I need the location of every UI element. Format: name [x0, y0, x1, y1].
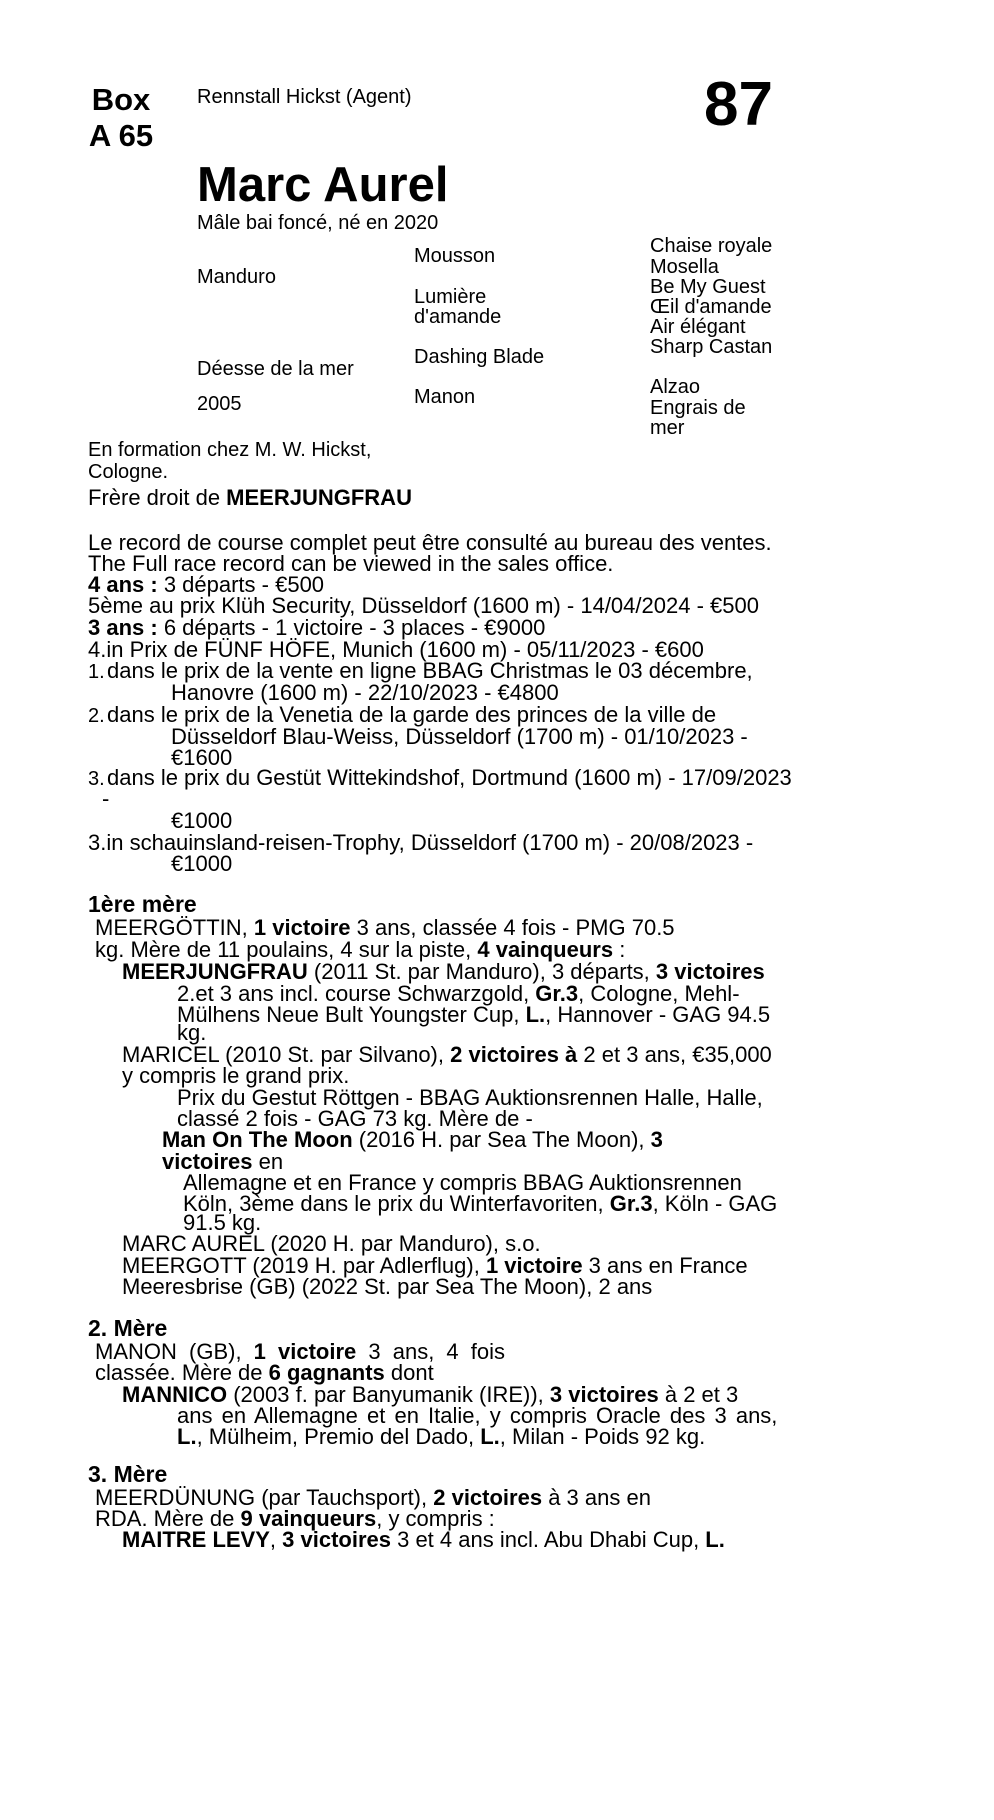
race-3-line-1: dans le prix de la Venetia de la garde des princes de la ville de	[107, 702, 717, 727]
race-3-num: 2.	[88, 705, 105, 727]
t: RDA. Mère de	[95, 1506, 241, 1531]
t: 2.et 3 ans incl. course Schwarzgold,	[177, 981, 536, 1006]
pedigree-gen3-1: Chaise royale	[650, 235, 773, 257]
t: MEERJUNGFRAU	[122, 959, 308, 984]
race-3-line-3: €1600	[171, 745, 233, 770]
consignor: Rennstall Hickst (Agent)	[197, 86, 412, 108]
offspring-maricel-l2: y compris le grand prix.	[122, 1063, 350, 1088]
lot-number: 87	[704, 70, 773, 139]
sibling-name: MEERJUNGFRAU	[226, 485, 412, 510]
pedigree-gen2-1: Mousson	[414, 245, 496, 267]
t: 1 victoire	[253, 1339, 357, 1364]
pedigree-gen2-3: d'amande	[414, 306, 502, 328]
race-4-line-1: dans le prix du Gestüt Wittekindshof, Dortmund (1600 m) - 17/09/2023	[107, 765, 792, 790]
t: , Milan - Poids 92 kg.	[499, 1424, 706, 1449]
grand-offspring-l3: Allemagne et en France y compris BBAG Auktionsrennen	[183, 1170, 742, 1195]
pedigree-dam-year: 2005	[197, 393, 242, 415]
t: 3 victoires	[549, 1382, 659, 1407]
t: dont	[384, 1360, 434, 1385]
offspring-marc-aurel: MARC AUREL (2020 H. par Manduro), s.o.	[122, 1231, 541, 1256]
offspring-meerjungfrau-l4: kg.	[177, 1020, 207, 1045]
t: kg. Mère de 11 poulains, 4 sur la piste,	[95, 937, 478, 962]
t: :	[613, 937, 626, 962]
pedigree-gen3-4: Œil d'amande	[650, 296, 772, 318]
t: victoires	[162, 1149, 253, 1174]
record-note-fr: Le record de course complet peut être consulté au bureau des ventes.	[88, 530, 772, 555]
training-line-1: En formation chez M. W. Hickst,	[88, 439, 372, 461]
t: 2 victoires	[433, 1485, 543, 1510]
t: MEERGOTT (2019 H. par Adlerflug),	[122, 1253, 486, 1278]
third-dam-heading: 3. Mère	[88, 1461, 168, 1487]
grand-offspring-l5: 91.5 kg.	[183, 1210, 262, 1235]
pedigree-gen3-5: Air élégant	[650, 316, 746, 338]
age4-label: 4 ans :	[88, 572, 158, 597]
race-2-line-1: dans le prix de la vente en ligne BBAG Christmas le 03 décembre,	[107, 658, 753, 683]
horse-name: Marc Aurel	[197, 158, 449, 212]
record-note-en: The Full race record can be viewed in the sales office.	[88, 551, 614, 576]
pedigree-sire: Manduro	[197, 266, 276, 288]
pedigree-gen3-9: mer	[650, 417, 685, 439]
t: à 2 et 3	[658, 1382, 739, 1407]
offspring-mannico-l2: ans en Allemagne et en Italie, y compris Oracle des 3 ans,	[177, 1403, 778, 1428]
race-5-line-2: €1000	[171, 851, 233, 876]
t: Gr.3	[535, 981, 579, 1006]
t: classée. Mère de	[95, 1360, 269, 1385]
box-line-1: Box	[91, 82, 151, 117]
t: ,	[269, 1527, 283, 1552]
t: 3 ans, 4 fois	[356, 1339, 506, 1364]
t: , Cologne, Mehl-	[578, 981, 740, 1006]
offspring-meerjungfrau-l3	[177, 1002, 770, 1027]
pedigree-gen3-2: Mosella	[650, 256, 719, 278]
age4-summary-text: 3 départs - €500	[157, 572, 325, 597]
pedigree-gen3-7: Alzao	[650, 376, 701, 398]
t: 6 gagnants	[268, 1360, 385, 1385]
t: 1 victoire	[253, 915, 351, 940]
pedigree-gen2-4: Dashing Blade	[414, 346, 545, 368]
age4-race-1: 5ème au prix Klüh Security, Düsseldorf (1600 m) - 14/04/2024 - €500	[88, 593, 759, 618]
pedigree-gen3-8: Engrais de	[650, 397, 746, 419]
t: 3	[650, 1127, 663, 1152]
t: 3 victoires	[655, 959, 765, 984]
offspring-maricel-l4: classé 2 fois - GAG 73 kg. Mère de -	[177, 1106, 533, 1131]
box-line-2: A 65	[88, 118, 154, 153]
t: 9 vainqueurs	[240, 1506, 377, 1531]
t: MAITRE LEVY	[122, 1527, 270, 1552]
sibling-prefix: Frère droit de	[88, 485, 227, 510]
offspring-maitre-levy	[122, 1527, 725, 1552]
t: L.	[480, 1424, 500, 1449]
t: , Köln - GAG	[652, 1191, 778, 1216]
t: 3 ans, classée 4 fois - PMG 70.5	[350, 915, 675, 940]
t: (2016 H. par Sea The Moon),	[352, 1127, 651, 1152]
t: MANNICO	[122, 1382, 228, 1407]
t: Köln, 3ème dans le prix du Winterfavoriten,	[183, 1191, 610, 1216]
grand-offspring-l4	[183, 1191, 777, 1216]
t: , Hannover - GAG 94.5	[545, 1002, 771, 1027]
age3-label: 3 ans :	[88, 615, 158, 640]
t: L.	[525, 1002, 546, 1027]
race-4-line-3: €1000	[171, 808, 233, 833]
t: Gr.3	[609, 1191, 653, 1216]
t: 1 victoire	[485, 1253, 583, 1278]
second-dam-heading: 2. Mère	[88, 1315, 168, 1341]
box-label	[88, 82, 154, 154]
race-5-line-1: 3.in schauinsland-reisen-Trophy, Düsseldorf (1700 m) - 20/08/2023 -	[88, 830, 754, 855]
horse-description: Mâle bai foncé, né en 2020	[197, 212, 439, 234]
t: MANON (GB),	[95, 1339, 254, 1364]
offspring-mannico-l3	[177, 1424, 705, 1449]
offspring-meeresbrise: Meeresbrise (GB) (2022 St. par Sea The Moon), 2 ans	[122, 1274, 653, 1299]
race-2-num: 1.	[88, 661, 105, 683]
t: , y compris :	[376, 1506, 495, 1531]
offspring-maricel-l3: Prix du Gestut Röttgen - BBAG Auktionsrennen Halle, Halle,	[177, 1085, 763, 1110]
t: L.	[177, 1424, 197, 1449]
t: Man On The Moon	[162, 1127, 353, 1152]
t: MEERDÜNUNG (par Tauchsport),	[95, 1485, 434, 1510]
race-2-line-2: Hanovre (1600 m) - 22/10/2023 - €4800	[171, 680, 559, 705]
t: (2011 St. par Manduro), 3 départs,	[307, 959, 656, 984]
t: Mülhens Neue Bult Youngster Cup,	[177, 1002, 526, 1027]
t: 3 et 4 ans incl. Abu Dhabi Cup,	[390, 1527, 706, 1552]
t: , Mülheim, Premio del Dado,	[196, 1424, 481, 1449]
pedigree-gen2-2: Lumière	[414, 286, 487, 308]
race-4-line-2: -	[102, 786, 110, 811]
t: MEERGÖTTIN,	[95, 915, 254, 940]
pedigree-gen3-3: Be My Guest	[650, 276, 766, 298]
t: L.	[705, 1527, 725, 1552]
race-3-line-2: Düsseldorf Blau-Weiss, Düsseldorf (1700 m) - 01/10/2023 -	[171, 724, 748, 749]
t: 4 vainqueurs	[477, 937, 614, 962]
race-1: 4.in Prix de FÜNF HÖFE, Munich (1600 m) - 05/11/2023 - €600	[88, 637, 704, 662]
sibling-line	[88, 485, 412, 510]
first-dam-heading: 1ère mère	[88, 891, 197, 917]
pedigree-dam: Déesse de la mer	[197, 358, 354, 380]
race-4-num: 3.	[88, 768, 105, 790]
t: 2 victoires à	[450, 1042, 578, 1067]
t: (2003 f. par Banyumanik (IRE)),	[227, 1382, 550, 1407]
t: 3 ans en France	[582, 1253, 748, 1278]
age3-summary-text: 6 départs - 1 victoire - 3 places - €9000	[157, 615, 546, 640]
t: en	[252, 1149, 284, 1174]
pedigree-gen2-5: Manon	[414, 386, 476, 408]
t: MARICEL (2010 St. par Silvano),	[122, 1042, 451, 1067]
training-line-2: Cologne.	[88, 461, 169, 483]
t: 2 et 3 ans, €35,000	[577, 1042, 772, 1067]
pedigree-gen3-6: Sharp Castan	[650, 336, 773, 358]
t: à 3 ans en	[542, 1485, 651, 1510]
t: 3 victoires	[282, 1527, 391, 1552]
